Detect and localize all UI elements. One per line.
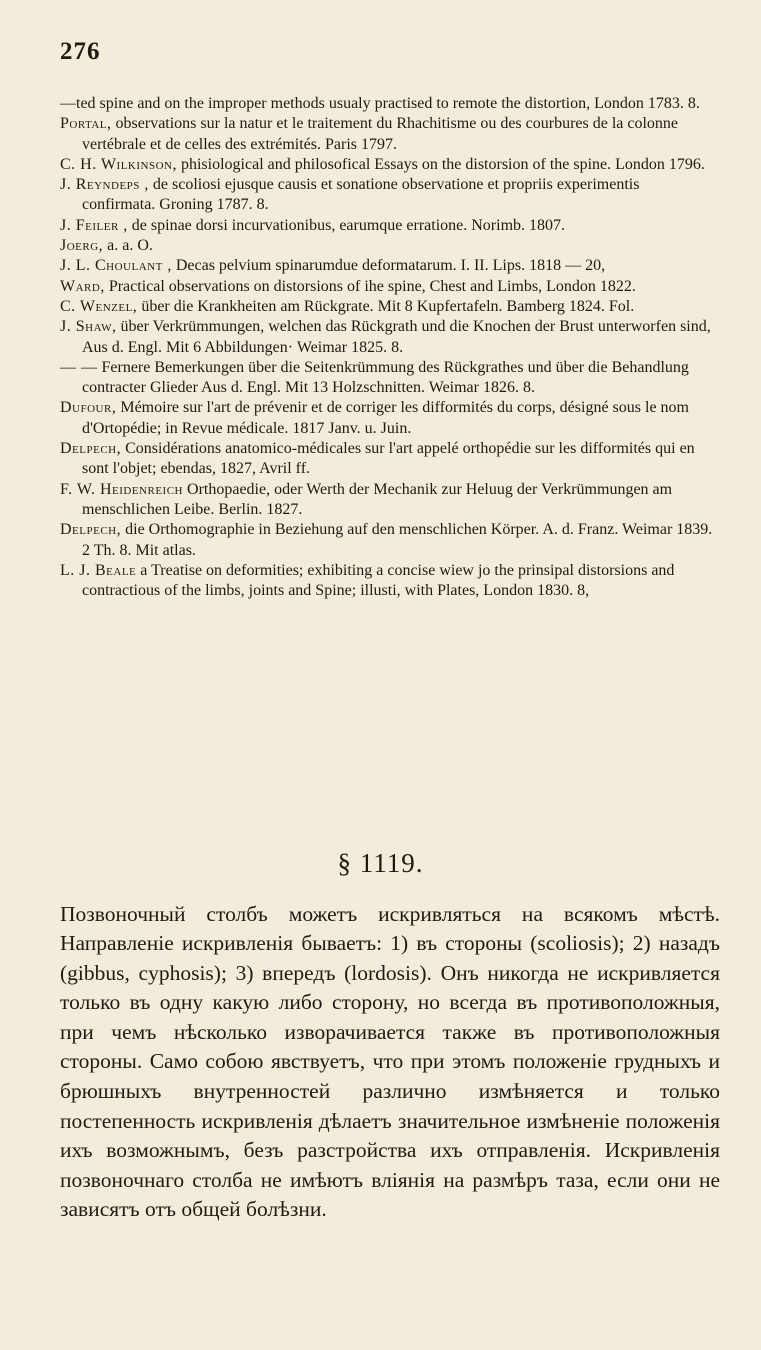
reference-entry [60, 317, 715, 358]
reference-author: C. H. Wilkinson, [60, 155, 177, 173]
reference-entry [60, 480, 715, 521]
reference-entry [60, 236, 715, 256]
reference-text: —ted spine and on the improper methods usualy practised to remote the distortion, London 1783. 8. [60, 95, 700, 112]
bibliography-list [60, 94, 715, 601]
reference-text: a Treatise on deformities; exhibiting a concise wiew jo the prinsipal distorsions and contractious of the limbs, joints and Spine; illusti, with Plates, London 1830. 8, [82, 561, 675, 600]
reference-entry [60, 175, 715, 216]
reference-text: über die Krankheiten am Rückgrate. Mit 8 Kupfertafeln. Bamberg 1824. Fol. [137, 297, 635, 315]
reference-text: observations sur la natur et le traitement du Rhachitisme ou des courbures de la colonne vertébrale et de celles des extrémités. Paris 1797. [82, 115, 679, 153]
reference-author: C. Wenzel, [60, 297, 138, 315]
reference-entry [60, 358, 715, 399]
reference-author: Delpech, [60, 521, 122, 539]
reference-author: J. Feiler , [60, 216, 128, 234]
reference-author: F. W. Heidenreich [60, 480, 184, 498]
reference-text: de scoliosi ejusque causis et sonatione observatione et propriis experimentis confirmata. Groning 1787. 8. [82, 176, 640, 214]
page-number: 276 [60, 38, 101, 65]
reference-text: Mémoire sur l'art de prévenir et de corriger les difformités du corps, désigné sous le nom d'Ortopédie; in Revue médicale. 1817 Janv. u. Juin. [82, 399, 689, 437]
reference-entry [60, 155, 715, 175]
reference-author: J. Reyndeрs , [60, 176, 149, 194]
reference-text: die Orthomographie in Beziehung auf den menschlichen Körper. A. d. Franz. Weimar 1839. 2 Th. 8. Mit atlas. [82, 521, 713, 559]
reference-author: Portal, [60, 115, 112, 133]
reference-text: phisiological and philosofical Essays on the distorsion of the spine. London 1796. [176, 155, 705, 173]
reference-author: Delpech, [60, 440, 122, 458]
reference-text: Practical observations on distorsions of ihe spine, Chest and Limbs, London 1822. [104, 277, 636, 295]
reference-author: Joerg, [60, 237, 104, 255]
reference-entry [60, 256, 715, 276]
reference-author: J. L. Choulant , [60, 257, 172, 275]
reference-text: Orthopaedie, oder Werth der Mechanik zur Heluug der Verkrümmungen am menschlichen Leibe. Berlin. 1827. [82, 480, 673, 518]
reference-entry [60, 94, 715, 114]
reference-text: über Verkrümmungen, welchen das Rückgrath und die Knochen der Brust unterworfen sind, Aus d. Engl. Mit 6 Abbildungen· Weimar 1825. 8. [82, 318, 711, 356]
reference-entry [60, 297, 715, 317]
reference-text: Fernere Bemerkungen über die Seitenkrümmung des Rückgrathes und über die Behandlung contracter Glieder Aus d. Engl. Mit 13 Holzschnitten. Weimar 1826. 8. [82, 358, 689, 397]
reference-text: Decas pelvium spinarumdue deformatarum. I. II. Lips. 1818 — 20, [171, 257, 606, 275]
reference-author: — — [60, 358, 98, 376]
reference-entry [60, 114, 715, 155]
reference-author: J. Shaw, [60, 318, 117, 336]
reference-entry [60, 216, 715, 236]
reference-author: L. J. Beale [60, 561, 137, 579]
reference-entry [60, 398, 715, 439]
reference-text: Considérations anatomico-médicales sur l'art appelé orthopédie sur les difformités qui en sont l'objet; ebendas, 1827, Avril ff. [82, 440, 695, 478]
reference-entry [60, 520, 715, 561]
reference-entry [60, 561, 715, 602]
reference-text: a. a. O. [103, 237, 153, 255]
reference-entry [60, 439, 715, 480]
reference-entry [60, 277, 715, 297]
section-heading: § 1119. [337, 848, 424, 878]
reference-author: Dufour, [60, 399, 117, 417]
body-paragraph: Позвоночный столбъ можетъ искривляться на всякомъ мѣстѣ. Направленіе искривленія бываетъ: 1) въ стороны (scoliosis); 2) назадъ (gibbus, cyphosis); 3) впередъ (lordosis). Онъ никогда не искривляется только въ одну какую либо сторону, но всегда въ противоположныя, при чемъ нѣсколько изворачивается также въ противоположныя стороны. Само собою явствуетъ, что при этомъ положеніе грудныхъ и брюшныхъ внутренностей различно измѣняется и только постепенность искривленія дѣлаетъ значительное измѣненіе положенія ихъ возможнымъ, безъ разстройства ихъ отправленія. Искривленія позвоночнаго столба не имѣютъ вліянія на размѣръ таза, если они не зависятъ отъ общей болѣзни. [60, 901, 720, 1222]
reference-text: de spinae dorsi incurvationibus, earumque errationе. Norimb. 1807. [127, 216, 566, 234]
reference-author: Ward, [60, 277, 105, 295]
